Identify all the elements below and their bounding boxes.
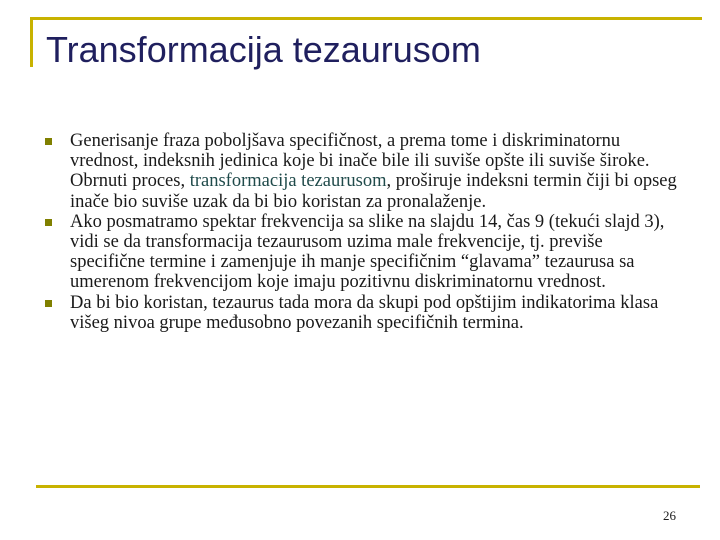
bullet-1-text-end: , proširuje indeksni termin čiji bi opseg inače bio suviše uzak da bi bio koristan za pronalaženje.: [70, 171, 677, 212]
slide-title: Transformacija tezaurusom: [46, 29, 481, 70]
bullet-list: [42, 131, 682, 333]
square-bullet-icon: [45, 300, 52, 307]
bullet-2-text: Ako posmatramo spektar frekvencija sa slike na slajdu 14, čas 9 (tekući slajd 3), vidi se da transformacija tezaurusom uzima male frekvencije, tj. previše specifične termine i zamenjuje ih manje specifičnim “glavama” tezaurusa sa umerenom frekvencijom koje imaju pozitivnu diskriminatornu vrednost.: [70, 211, 665, 293]
left-decorative-line: [30, 17, 33, 67]
bullet-item-2: [42, 212, 682, 293]
square-bullet-icon: [45, 219, 52, 226]
bullet-item-3: [42, 293, 682, 333]
bullet-1-highlight: transformacija tezaurusom: [189, 171, 387, 192]
bullet-1-text-start: Generisanje fraza poboljšava specifičnost, a prema tome i diskriminatornu vrednost, indeksnih jedinica koje bi inače bile ili suviše opšte ili suviše široke. Obrnuti proces,: [70, 131, 650, 192]
top-decorative-line: [30, 17, 702, 20]
page-number: 26: [663, 508, 676, 523]
bullet-3-text: Da bi bio koristan, tezaurus tada mora da skupi pod opštijim indikatorima klasa višeg nivoa grupe međusobno povezanih specifičnih termina.: [70, 292, 659, 333]
bottom-decorative-line: [36, 485, 700, 488]
square-bullet-icon: [45, 138, 52, 145]
bullet-item-1: [42, 131, 682, 212]
